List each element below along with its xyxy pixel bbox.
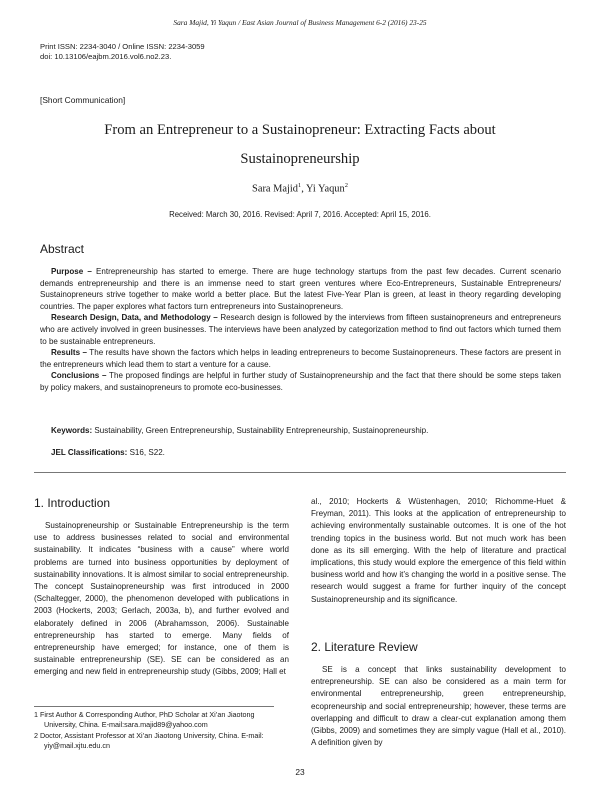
- author-separator: ,: [301, 183, 306, 195]
- author-footnote-mark: 1: [297, 182, 302, 189]
- abstract-text: The proposed findings are helpful in further study of Sustainopreneurship and the fact that there should be some steps taken by policy makers, and sustainopreneurs to promote eco-businesses.: [40, 371, 562, 392]
- abstract-design: [40, 312, 561, 347]
- intro-continued: [311, 496, 566, 606]
- abstract-results: [40, 347, 561, 370]
- intro-continued-text: al., 2010; Hockerts & Wüstenhagen, 2010; Richomme-Huet & Freyman, 2011). This looks at the application of entrepreneurship to achieving environmentally sustainable outcomes. It is one of the hot trending topics in the business world. But not much work has been done as its sill emerging. With the help of literature and practical implications, this study would explore the emergence of this field within business world and how it’s changing the world in a positive sense. The research would suggest a frame for further inquiry of the concept Sustainopreneurship and its significance.: [311, 497, 566, 604]
- jel-text: S16, S22.: [127, 448, 165, 457]
- abstract-text: Research design is followed by the interviews from fifteen sustainopreneurs and entrepreneurs who are actively involved in green businesses. The interviews have been analyzed by categorization method to find out factors which turned them to be sustainable entrepreneurs.: [40, 313, 561, 346]
- abstract-body: [40, 266, 561, 394]
- lit-review-paragraph: [311, 664, 566, 749]
- abstract-label: Research Design, Data, and Methodology –: [51, 313, 218, 323]
- abstract-label: Results –: [51, 348, 87, 358]
- doi-line: doi: 10.13106/eajbm.2016.vol6.no2.23.: [40, 52, 172, 61]
- intro-text: Sustainopreneurship or Sustainable Entrepreneurship is the term use to address businesses related to social and environmental sustainability. It indicates “business with a cause” where world problems are turned into business opportunities by deployment of sustainability innovations. It is almost similar to social entrepreneurship. The concept Sustainopreneurship was first introduced in 2000 (Schaltegger, 2000), the phenomenon developed with publications in 2003 (Hockerts, 2003; Gerlach, 2003a, b), and further evolved and elaborately defined in 2006 (Abrahamsson, 2006). Sustainable entrepreneurship has started to emerge. Many fields of entrepreneurship have emerged; for instance, one of them is sustainable entrepreneurship (SE). SE can be considered as an emerging and new field in entrepreneurship study (Gibbs, 2009; Hall et: [34, 521, 289, 677]
- page-number: 23: [295, 767, 305, 777]
- author-name: Yi Yaqun: [306, 183, 345, 195]
- keywords-text: Sustainability, Green Entrepreneurship, Sustainability Entrepreneurship, Sustainopreneurship.: [92, 426, 429, 435]
- footnotes: [34, 710, 289, 752]
- abstract-text: The results have shown the factors which helps in leading entrepreneurs to become Sustainopreneurs. These factors are present in the entrepreneurs which lead them to start a venture for a cause.: [40, 348, 561, 369]
- author-list: [0, 182, 600, 194]
- title-line-1: From an Entrepreneur to a Sustainopreneur: Extracting Facts about: [104, 122, 496, 138]
- abstract-purpose: [40, 266, 561, 312]
- running-head: Sara Majid, Yi Yaqun / East Asian Journal of Business Management 6-2 (2016) 23-25: [173, 18, 427, 27]
- abstract-text: Entrepreneurship has started to emerge. There are huge technology startups from the past few decades. Current scenario demands entrepreneurship and there is an immense need to start green ventures where Eco-Entrepreneurs, Sustainable Entrepreneurs/ Sustainopreneurs strive together to make world a better place. But the latest Five-Year Plan is green, at least in theory regarding developing countries. The paper explores what factors turn entrepreneurs into Sustainopreneurs.: [40, 267, 561, 311]
- intro-paragraph: [34, 520, 289, 679]
- footnote-divider: [34, 706, 274, 707]
- abstract-label: Conclusions –: [51, 371, 107, 381]
- article-type: [Short Communication]: [40, 95, 126, 105]
- intro-heading: 1. Introduction: [34, 496, 111, 510]
- keywords-label: Keywords:: [51, 426, 93, 435]
- footnote-1: 1 First Author & Corresponding Author, PhD Scholar at Xi’an Jiaotong University, China. E-mail:sara.majid89@yahoo.com: [34, 710, 255, 730]
- jel-label: JEL Classifications:: [51, 448, 128, 457]
- received-dates: Received: March 30, 2016. Revised: April 7, 2016. Accepted: April 15, 2016.: [169, 210, 431, 219]
- keywords: [51, 426, 561, 435]
- author-name: Sara Majid: [252, 183, 298, 195]
- title-line-2: Sustainopreneurship: [240, 151, 360, 167]
- paper-title: [60, 116, 540, 174]
- jel-classifications: [51, 448, 165, 457]
- lit-review-heading: 2. Literature Review: [311, 640, 418, 654]
- issn-line: Print ISSN: 2234-3040 / Online ISSN: 2234-3059: [40, 42, 205, 51]
- lit-review-text: SE is a concept that links sustainability development to entrepreneurship. SE can also be considered as a main term for environmental entrepreneurship, green entrepreneurship, ecopreneurship and social entrepreneurship; however, these terms are overlapping and difficult to draw a clear-cut explanation among them (Gibbs, 2009) and sometimes they are simply vague (Hall et al., 2010). A definition given by: [311, 665, 566, 748]
- section-divider: [34, 472, 566, 473]
- author-footnote-mark: 2: [344, 182, 348, 189]
- abstract-conclusions: [40, 370, 561, 393]
- footnote-2: 2 Doctor, Assistant Professor at Xi’an Jiaotong University, China. E-mail: yiy@mail.xjtu.edu.cn: [34, 730, 264, 751]
- issn-block: [40, 42, 205, 62]
- abstract-heading: Abstract: [40, 242, 85, 256]
- abstract-label: Purpose –: [51, 267, 92, 276]
